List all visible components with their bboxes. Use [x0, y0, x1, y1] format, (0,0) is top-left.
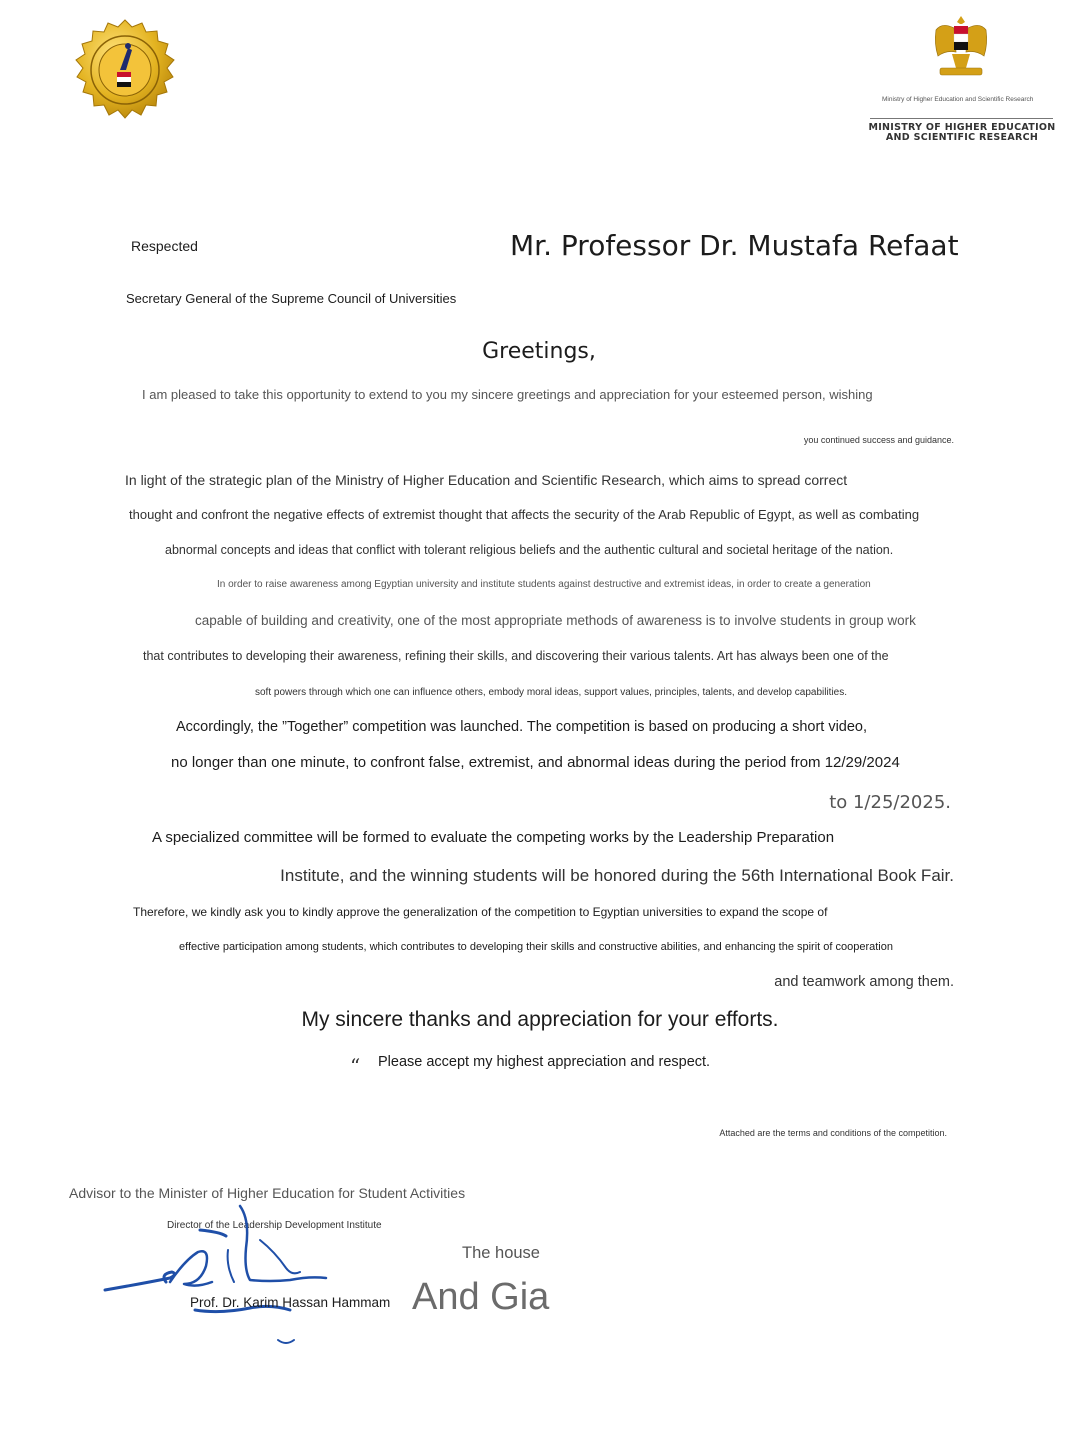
- addressee-name: Mr. Professor Dr. Mustafa Refaat: [510, 229, 959, 262]
- greeting: Greetings,: [482, 339, 596, 364]
- house-label: The house: [462, 1244, 540, 1262]
- body-line-16: effective participation among students, which contributes to developing their skills and constructive abilities, and enhancing the spirit of cooperation: [179, 941, 893, 953]
- body-line-6: In order to raise awareness among Egyptian university and institute students against destructive and extremist ideas, in order to create a generation: [217, 579, 871, 590]
- body-line-13: A specialized committee will be formed to evaluate the competing works by the Leadership Preparation: [152, 829, 835, 846]
- closing-line: Please accept my highest appreciation and respect.: [378, 1054, 711, 1070]
- body-line-15: Therefore, we kindly ask you to kindly approve the generalization of the competition to Egyptian universities to expand the scope of: [133, 905, 828, 919]
- body-line-7: capable of building and creativity, one of the most appropriate methods of awareness is to involve students in group work: [195, 613, 916, 628]
- ministry-name-heading: MINISTRY OF HIGHER EDUCATION AND SCIENTIFIC RESEARCH: [868, 122, 1056, 143]
- body-line-12: to 1/25/2025.: [829, 792, 951, 813]
- and-gia-text: And Gia: [412, 1276, 550, 1318]
- advisor-title: Advisor to the Minister of Higher Education for Student Activities: [69, 1185, 466, 1201]
- egypt-eagle-emblem: [932, 12, 990, 80]
- body-line-11: no longer than one minute, to confront false, extremist, and abnormal ideas during the period from 12/29/2024: [171, 754, 900, 771]
- institute-seal-logo: [70, 18, 180, 128]
- ministry-name-small: Ministry of Higher Education and Scientific Research: [882, 96, 1034, 103]
- body-line-9: soft powers through which one can influence others, embody moral ideas, support values, principles, talents, and develop capabilities.: [255, 687, 848, 698]
- salutation-respected: Respected: [131, 238, 198, 254]
- quote-mark: “: [350, 1054, 361, 1078]
- signatory-name: Prof. Dr. Karim Hassan Hammam: [190, 1295, 391, 1310]
- thanks-line: My sincere thanks and appreciation for your efforts.: [301, 1008, 779, 1031]
- body-line-4: thought and confront the negative effects of extremist thought that affects the security of the Arab Republic of Egypt, as well as combating: [129, 507, 920, 522]
- handwritten-signature: [100, 1200, 350, 1350]
- body-line-3: In light of the strategic plan of the Ministry of Higher Education and Scientific Research, which aims to spread correct: [125, 472, 848, 488]
- addressee-title: Secretary General of the Supreme Council of Universities: [126, 291, 457, 306]
- ministry-divider: [870, 118, 1053, 119]
- attachment-note: Attached are the terms and conditions of the competition.: [719, 1128, 947, 1138]
- body-line-8: that contributes to developing their awareness, refining their skills, and discovering their various talents. Art has always been one of the: [143, 649, 889, 663]
- body-line-14: Institute, and the winning students will be honored during the 56th International Book Fair.: [280, 866, 954, 885]
- body-line-2: you continued success and guidance.: [803, 435, 954, 445]
- body-line-10: Accordingly, the ”Together” competition was launched. The competition is based on producing a short video,: [176, 719, 868, 735]
- body-line-17: and teamwork among them.: [774, 974, 954, 990]
- body-line-5: abnormal concepts and ideas that conflict with tolerant religious beliefs and the authentic cultural and societal heritage of the nation.: [165, 543, 894, 557]
- body-line-1: I am pleased to take this opportunity to extend to you my sincere greetings and appreciation for your esteemed person, wishing: [142, 387, 873, 402]
- director-title: Director of the Leadership Development Institute: [167, 1220, 382, 1231]
